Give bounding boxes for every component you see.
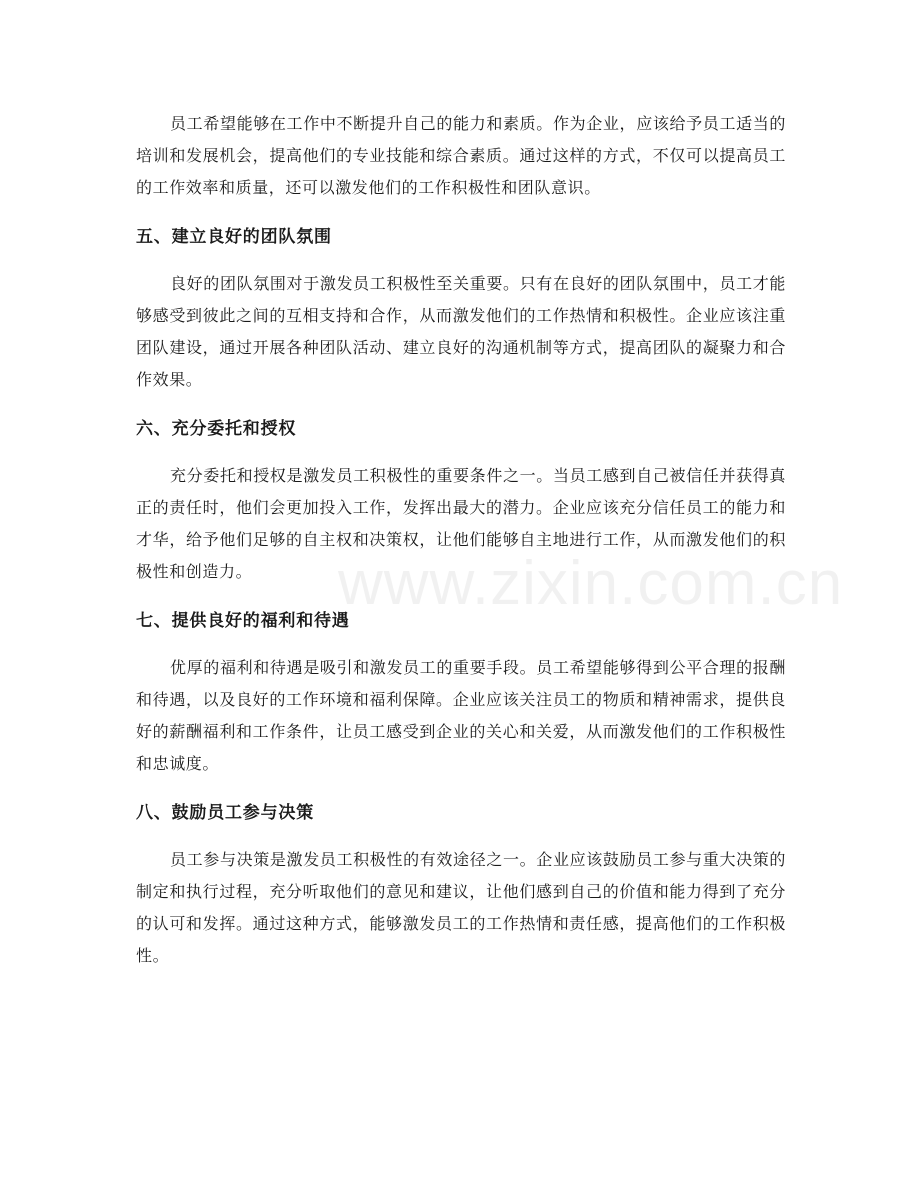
section-paragraph-8: 员工参与决策是激发员工积极性的有效途径之一。企业应该鼓励员工参与重大决策的制定和执行过程，充分听取他们的意见和建议，让他们感到自己的价值和能力得到了充分的认可和发挥。通过这种方式，能够激发员工的工作热情和责任感，提高他们的工作积极性。 xyxy=(136,850,786,965)
watermark-text: www.zixin.com.cn xyxy=(338,549,844,618)
document-body xyxy=(136,108,786,972)
section-heading-7: 七、提供良好的福利和待遇 xyxy=(136,611,350,631)
section-heading-6: 六、充分委托和授权 xyxy=(136,419,297,439)
section-paragraph-7: 优厚的福利和待遇是吸引和激发员工的重要手段。员工希望能够得到公平合理的报酬和待遇，以及良好的工作环境和福利保障。企业应该关注员工的物质和精神需求，提供良好的薪酬福利和工作条件，让员工感受到企业的关心和关爱，从而激发他们的工作积极性和忠诚度。 xyxy=(136,658,786,773)
section-heading-8: 八、鼓励员工参与决策 xyxy=(136,803,314,823)
section-heading-5: 五、建立良好的团队氛围 xyxy=(136,227,332,247)
section-paragraph-6: 充分委托和授权是激发员工积极性的重要条件之一。当员工感到自己被信任并获得真正的责任时，他们会更加投入工作，发挥出最大的潜力。企业应该充分信任员工的能力和才华，给予他们足够的自主权和决策权，让他们能够自主地进行工作，从而激发他们的积极性和创造力。 xyxy=(136,466,786,581)
section-paragraph-5: 良好的团队氛围对于激发员工积极性至关重要。只有在良好的团队氛围中，员工才能够感受到彼此之间的互相支持和合作，从而激发他们的工作热情和积极性。企业应该注重团队建设，通过开展各种团队活动、建立良好的沟通机制等方式，提高团队的凝聚力和合作效果。 xyxy=(136,274,786,389)
intro-paragraph: 员工希望能够在工作中不断提升自己的能力和素质。作为企业，应该给予员工适当的培训和发展机会，提高他们的专业技能和综合素质。通过这样的方式，不仅可以提高员工的工作效率和质量，还可以激发他们的工作积极性和团队意识。 xyxy=(136,114,786,197)
